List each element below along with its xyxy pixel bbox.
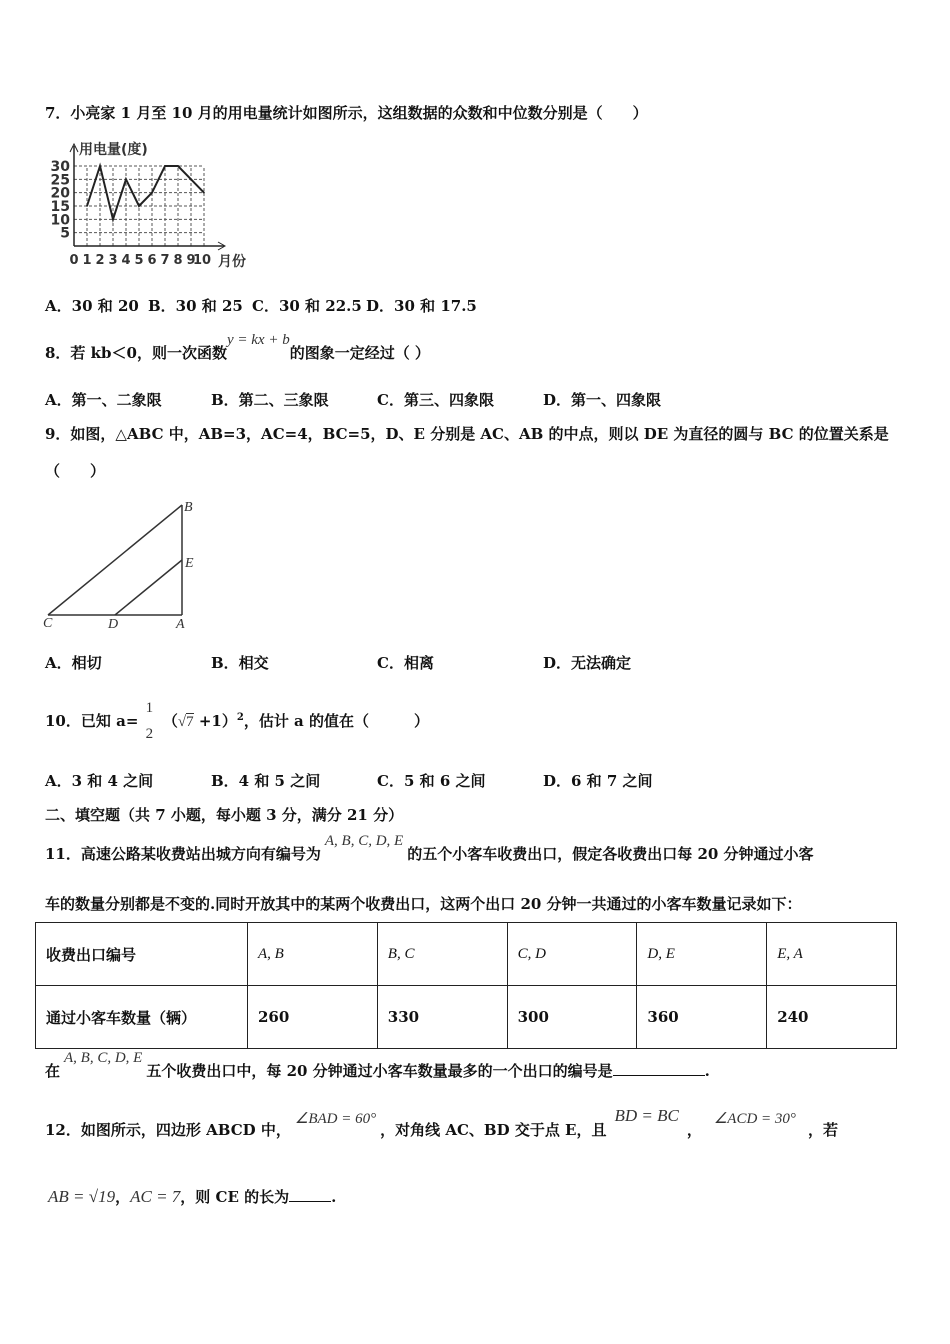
q10-paren-open: （ bbox=[162, 712, 178, 730]
table-cell: 330 bbox=[377, 986, 507, 1049]
q9-option-b: B．相交 bbox=[211, 654, 269, 672]
q10-text: 10．已知 a= 1 2 $(√7 +1)^2$，估计 a 的值在（ ） bbox=[45, 700, 429, 742]
q12-line2: AB = √19，AC = 7，则 CE 的长为 . bbox=[48, 1187, 337, 1206]
q10-radicand: 7 bbox=[186, 714, 194, 730]
q12-angle-bad: ∠BAD = 60° bbox=[294, 1111, 377, 1127]
q12-comma: ， bbox=[686, 1121, 702, 1139]
q12-ab: AB = √19 bbox=[48, 1187, 116, 1206]
data-point bbox=[125, 179, 127, 181]
y-tick-label: 30 bbox=[50, 159, 70, 175]
y-axis-label: 用电量(度) bbox=[79, 142, 148, 158]
data-point bbox=[203, 192, 205, 194]
x-tick-label: 3 bbox=[108, 253, 118, 268]
answer-blank[interactable] bbox=[613, 1075, 705, 1076]
section-heading: 二、填空题（共 7 小题，每小题 3 分，满分 21 分） bbox=[45, 806, 404, 824]
q10-option-a: A．3 和 4 之间 bbox=[45, 772, 154, 790]
table-row bbox=[36, 986, 897, 1049]
q8-pre: 8．若 kb＜0，则一次函数 bbox=[45, 344, 227, 362]
q8-formula: y = kx + b bbox=[226, 332, 290, 348]
y-tick-label: 10 bbox=[50, 212, 70, 229]
segment-de bbox=[115, 560, 182, 615]
q12-pre: 12．如图所示，四边形 ABCD 中， bbox=[45, 1121, 291, 1139]
q11-question bbox=[45, 1050, 710, 1081]
q11-table bbox=[35, 922, 897, 1049]
q12-period: . bbox=[331, 1188, 337, 1206]
table-cell: A, B bbox=[248, 923, 378, 986]
x-tick-label: 7 bbox=[160, 253, 170, 268]
q12-line1 bbox=[45, 1106, 838, 1140]
label-e: E bbox=[185, 556, 194, 571]
q11-after-post: 五个收费出口中，每 20 分钟通过小客车数量最多的一个出口的编号是 bbox=[146, 1062, 613, 1080]
q11-formula: A, B, C, D, E bbox=[324, 833, 404, 849]
label-d: D bbox=[108, 617, 119, 632]
data-point bbox=[99, 165, 101, 167]
q11-pre: 11．高速公路某收费站出城方向有编号为 bbox=[45, 845, 321, 863]
q10-plus-one: +1） bbox=[193, 712, 237, 730]
data-point bbox=[151, 192, 153, 194]
fraction-denominator: 2 bbox=[145, 726, 154, 742]
q11-after-formula: A, B, C, D, E bbox=[64, 1050, 143, 1066]
q8-option-b: B．第二、三象限 bbox=[211, 391, 329, 409]
q11-text bbox=[45, 833, 814, 864]
q10-option-c: C．5 和 6 之间 bbox=[377, 772, 486, 790]
table-cell: E, A bbox=[767, 923, 897, 986]
data-point bbox=[138, 205, 140, 207]
table-cell: 300 bbox=[507, 986, 637, 1049]
x-axis-label: 月份 bbox=[218, 254, 246, 270]
q7-option-d: D．30 和 17.5 bbox=[366, 297, 477, 315]
data-point bbox=[112, 219, 114, 221]
q9-option-d: D．无法确定 bbox=[543, 654, 632, 672]
table-cell: 360 bbox=[637, 986, 767, 1049]
y-tick-label: 5 bbox=[60, 225, 70, 242]
x-tick-label: 9 bbox=[186, 253, 196, 268]
q9-paren: （ ） bbox=[45, 462, 106, 480]
q12-bd-bc: BD = BC bbox=[614, 1106, 679, 1125]
table-header-row bbox=[36, 923, 897, 986]
data-point bbox=[190, 179, 192, 181]
q7-chart bbox=[42, 138, 257, 273]
q8-option-a: A．第一、二象限 bbox=[45, 391, 162, 409]
q11-after-pre: 在 bbox=[45, 1062, 61, 1080]
x-tick-label: 5 bbox=[134, 253, 144, 268]
table-cell: 260 bbox=[248, 986, 378, 1049]
data-point bbox=[164, 165, 166, 167]
label-b: B bbox=[184, 500, 193, 515]
y-tick-label: 25 bbox=[50, 172, 70, 189]
q8-option-d: D．第一、四象限 bbox=[543, 391, 662, 409]
q10-option-b: B．4 和 5 之间 bbox=[211, 772, 321, 790]
table-cell: 通过小客车数量（辆） bbox=[36, 986, 248, 1049]
data-point bbox=[177, 165, 179, 167]
q7-option-a: A．30 和 20 bbox=[45, 297, 139, 315]
fraction-numerator: 1 bbox=[145, 700, 154, 716]
x-tick-label: 8 bbox=[173, 253, 183, 268]
q12-angle-acd: ∠ACD = 30° bbox=[713, 1111, 796, 1127]
table-cell: B, C bbox=[377, 923, 507, 986]
x-tick-label: 6 bbox=[147, 253, 157, 268]
y-tick-label: 20 bbox=[50, 185, 70, 202]
x-tick-label: 1 bbox=[82, 253, 92, 268]
q9-text: 9．如图，△ABC 中，AB=3，AC=4，BC=5，D、E 分别是 AC、AB 的中点，则以 DE 为直径的圆与 BC 的位置关系是 bbox=[45, 425, 889, 443]
q7-text: 7．小亮家 1 月至 10 月的用电量统计如图所示，这组数据的众数和中位数分别是（ ） bbox=[45, 104, 648, 122]
y-tick-label: 15 bbox=[50, 199, 70, 215]
q9-option-c: C．相离 bbox=[377, 654, 434, 672]
table-cell: C, D bbox=[507, 923, 637, 986]
q12-ac: AC = 7 bbox=[130, 1187, 181, 1206]
q12-end: ，则 CE 的长为 bbox=[180, 1188, 290, 1206]
q8-option-c: C．第三、四象限 bbox=[377, 391, 494, 409]
q12-mid: ，对角线 AC、BD 交于点 E，且 bbox=[380, 1121, 607, 1139]
table-cell: 240 bbox=[767, 986, 897, 1049]
q9-option-a: A．相切 bbox=[45, 654, 102, 672]
q10-exponent: 2 bbox=[236, 712, 244, 723]
side-bc bbox=[48, 505, 182, 615]
q8-post: 的图象一定经过（ ） bbox=[289, 344, 430, 362]
q8-text bbox=[45, 332, 430, 363]
q12-post: ，若 bbox=[807, 1121, 838, 1139]
label-c: C bbox=[43, 616, 53, 631]
table-cell: 收费出口编号 bbox=[36, 923, 248, 986]
x-tick-label: 0 bbox=[69, 253, 79, 268]
q9-triangle-figure bbox=[40, 495, 200, 635]
label-a: A bbox=[176, 617, 185, 632]
q11-line2: 车的数量分别都是不变的.同时开放其中的某两个收费出口，这两个出口 20 分钟一共通过的小客车数量记录如下： bbox=[45, 895, 802, 913]
q7-option-b: B．30 和 25 bbox=[148, 297, 243, 315]
x-tick-label: 4 bbox=[121, 253, 131, 268]
x-tick-label: 10 bbox=[192, 253, 212, 268]
data-point bbox=[86, 205, 88, 207]
q10-post: ，估计 a 的值在（ ） bbox=[243, 712, 429, 730]
answer-blank[interactable] bbox=[289, 1201, 331, 1202]
q11-post: 的五个小客车收费出口，假定各收费出口每 20 分钟通过小客 bbox=[407, 845, 814, 863]
q7-option-c: C．30 和 22.5 bbox=[252, 297, 362, 315]
x-tick-label: 2 bbox=[95, 253, 105, 268]
table-cell: D, E bbox=[637, 923, 767, 986]
q10-pre: 10．已知 a= bbox=[45, 712, 139, 730]
q10-option-d: D．6 和 7 之间 bbox=[543, 772, 653, 790]
q11-end: . bbox=[704, 1062, 710, 1080]
